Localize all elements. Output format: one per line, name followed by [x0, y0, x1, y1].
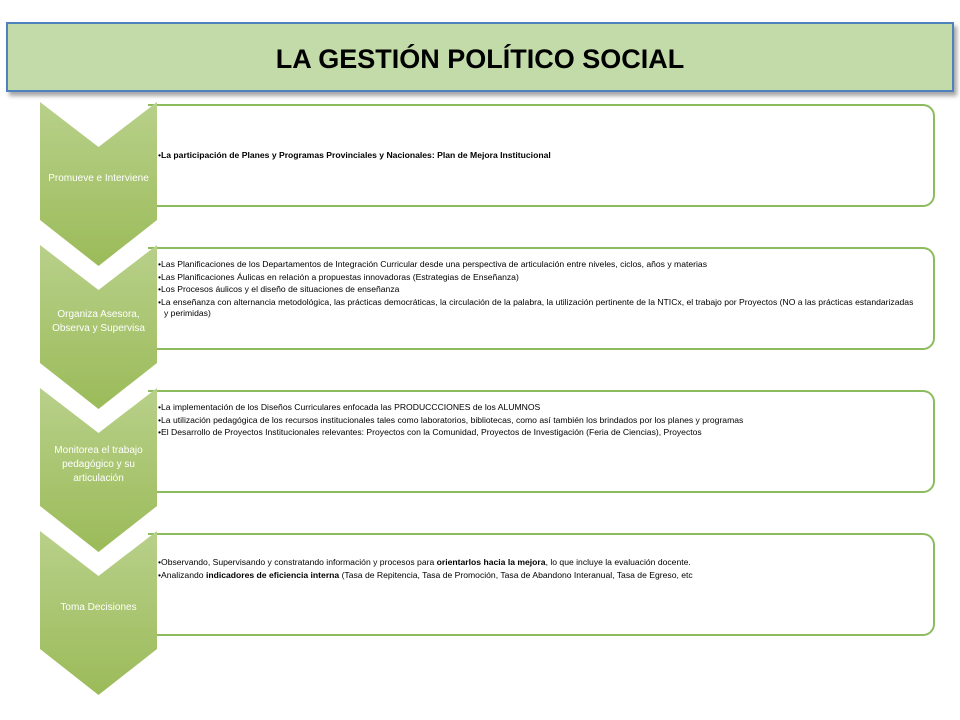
- bullet-text: Observando, Supervisando y constratando información y procesos para: [161, 557, 437, 567]
- bullet-list: [158, 557, 919, 580]
- step-label: Monitorea el trabajo pedagógico y su articulación: [54, 445, 143, 484]
- bullet-text-bold: indicadores de eficiencia interna: [205, 569, 340, 580]
- step-chevron: [40, 388, 157, 552]
- bullet-item: [158, 297, 919, 318]
- bullet-text: Analizando: [161, 569, 206, 580]
- step-label: Organiza Asesora, Observa y Supervisa: [52, 309, 145, 334]
- bullet-text: Las Planificaciones de los Departamentos de Integración Curricular desde una perspectiva de articulación entre niveles, ciclos, años y materias: [161, 259, 708, 269]
- bullet-text: Los Procesos áulicos y el diseño de situaciones de enseñanza: [161, 284, 400, 295]
- content-box: [148, 247, 935, 350]
- bullet-item: [158, 415, 919, 426]
- bullet-text-bold: La participación de Planes y Programas Provinciales y Nacionales: Plan de Mejora Institucional: [161, 150, 551, 160]
- step-label: Promueve e Interviene: [48, 173, 149, 184]
- content-box: [148, 390, 935, 493]
- bullet-text: La implementación de los Diseños Curriculares enfocada las PRODUCCCIONES de los ALUMNOS: [161, 402, 541, 412]
- step-chevron: [40, 531, 157, 695]
- bullet-list: [158, 402, 919, 438]
- bullet-item: [158, 427, 919, 438]
- bullet-text: La enseñanza con alternancia metodológica, las prácticas democráticas, la circulación de la palabra, la utilización pertinente de la NTICx, el trabajo por Proyectos (NO a las prácticas estandarizadas y perimidas): [161, 297, 914, 318]
- bullet-text: , lo que incluye la evaluación docente.: [545, 557, 691, 567]
- step-label: Toma Decisiones: [60, 602, 137, 613]
- bullet-item: [158, 557, 919, 568]
- bullet-text-bold: orientarlos hacia la mejora: [436, 557, 546, 567]
- bullet-list: [158, 150, 919, 161]
- page-title: LA GESTIÓN POLÍTICO SOCIAL: [275, 43, 685, 74]
- bullet-item: [158, 402, 919, 413]
- content-box: [148, 533, 935, 636]
- bullet-list: [158, 259, 919, 319]
- bullet-item: [158, 570, 919, 581]
- content-box: [148, 104, 935, 207]
- bullet-item: [158, 284, 919, 295]
- title-banner: [6, 22, 954, 92]
- bullet-text: Las Planificaciones Áulicas en relación a propuestas innovadoras (Estrategias de Enseñanza): [161, 271, 519, 282]
- step-chevron: [40, 245, 157, 409]
- bullet-item: [158, 259, 919, 270]
- bullet-item: [158, 150, 919, 161]
- step-chevron: [40, 102, 157, 266]
- bullet-item: [158, 272, 919, 283]
- bullet-text: La utilización pedagógica de los recursos institucionales tales como laboratorios, bibliotecas, como así también los brindados por los planes y programas: [161, 414, 744, 425]
- bullet-text: El Desarrollo de Proyectos Institucionales relevantes: Proyectos con la Comunidad, Proyectos de Investigación (Feria de Ciencias), Proyectos: [161, 427, 702, 438]
- bullet-text: (Tasa de Repitencia, Tasa de Promoción, Tasa de Abandono Interanual, Tasa de Egreso, etc: [339, 569, 693, 580]
